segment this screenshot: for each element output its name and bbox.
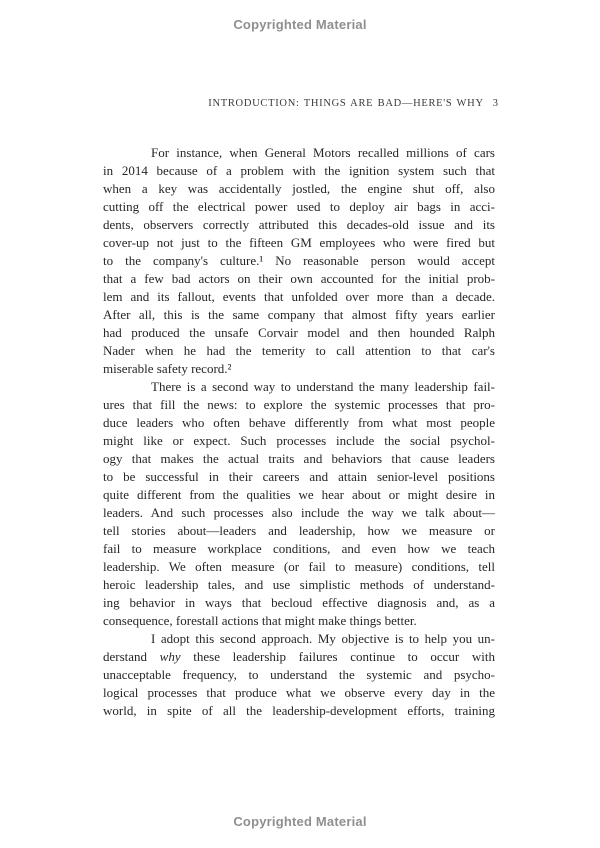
text-line: quite different from the qualities we hear about or might desire in bbox=[103, 487, 495, 502]
text-segment: derstand bbox=[103, 649, 160, 664]
text-segment: these leadership failures continue to occur with bbox=[180, 649, 495, 664]
text-line: to be successful in their careers and attain senior-level positions bbox=[103, 469, 495, 484]
text-line: I adopt this second approach. My objective is to help you un- bbox=[151, 631, 495, 646]
text-line: ogy that makes the actual traits and behaviors that cause leaders bbox=[103, 451, 495, 466]
italic-text-segment: why bbox=[159, 649, 181, 664]
text-line: duce leaders who often behave differently from what most people bbox=[103, 415, 495, 430]
text-line: in 2014 because of a problem with the ignition system such that bbox=[103, 163, 495, 178]
text-line: logical processes that produce what we observe every day in the bbox=[103, 685, 495, 700]
text-line: cover-up not just to the fifteen GM employees who were fired but bbox=[103, 235, 495, 250]
paragraph bbox=[103, 378, 495, 630]
paragraph bbox=[103, 630, 495, 720]
copyright-banner-bottom: Copyrighted Material bbox=[233, 814, 367, 829]
text-line: that a few bad actors on their own accounted for the initial prob- bbox=[103, 271, 495, 286]
page-number: 3 bbox=[492, 98, 498, 109]
text-line: tell stories about—leaders and leadership, how we measure or bbox=[103, 523, 495, 538]
text-line: fail to measure workplace conditions, and even how we teach bbox=[103, 541, 495, 556]
text-line: when a key was accidentally jostled, the engine shut off, also bbox=[103, 181, 495, 196]
text-line: unacceptable frequency, to understand the systemic and psycho- bbox=[103, 667, 495, 682]
copyright-banner-top: Copyrighted Material bbox=[233, 17, 367, 32]
text-line: After all, this is the same company that almost fifty years earlier bbox=[103, 307, 495, 322]
running-head-title: INTRODUCTION: THINGS ARE BAD—HERE'S WHY bbox=[208, 98, 484, 109]
text-line: leadership. We often measure (or fail to measure) conditions, tell bbox=[103, 559, 495, 574]
text-line: ures that fill the news: to explore the systemic processes that pro- bbox=[103, 397, 495, 412]
text-line: had produced the unsafe Corvair model and then hounded Ralph bbox=[103, 325, 495, 340]
text-line: consequence, forestall actions that might make things better. bbox=[103, 613, 417, 628]
text-line: For instance, when General Motors recalled millions of cars bbox=[151, 145, 495, 160]
text-line: heroic leadership tales, and use simplistic methods of understand- bbox=[103, 577, 495, 592]
paragraph bbox=[103, 144, 495, 378]
running-head bbox=[103, 98, 498, 109]
text-line: Nader when he had the temerity to call attention to that car's bbox=[103, 343, 495, 358]
text-line: world, in spite of all the leadership-development efforts, training bbox=[103, 703, 495, 718]
text-line: dents, observers correctly attributed this decades-old issue and its bbox=[103, 217, 495, 232]
text-line: might like or expect. Such processes include the social psychol- bbox=[103, 433, 495, 448]
text-line: to the company's culture.¹ No reasonable person would accept bbox=[103, 253, 495, 268]
text-line bbox=[103, 648, 495, 666]
text-line: There is a second way to understand the many leadership fail- bbox=[151, 379, 495, 394]
text-line: miserable safety record.² bbox=[103, 361, 232, 376]
body-text bbox=[103, 144, 495, 720]
text-line: cutting off the electrical power used to deploy air bags in acci- bbox=[103, 199, 495, 214]
text-line: ing behavior in ways that becloud effective diagnosis and, as a bbox=[103, 595, 495, 610]
text-line: leaders. And such processes also include the way we talk about— bbox=[103, 505, 495, 520]
text-line: lem and its fallout, events that unfolded over more than a decade. bbox=[103, 289, 495, 304]
